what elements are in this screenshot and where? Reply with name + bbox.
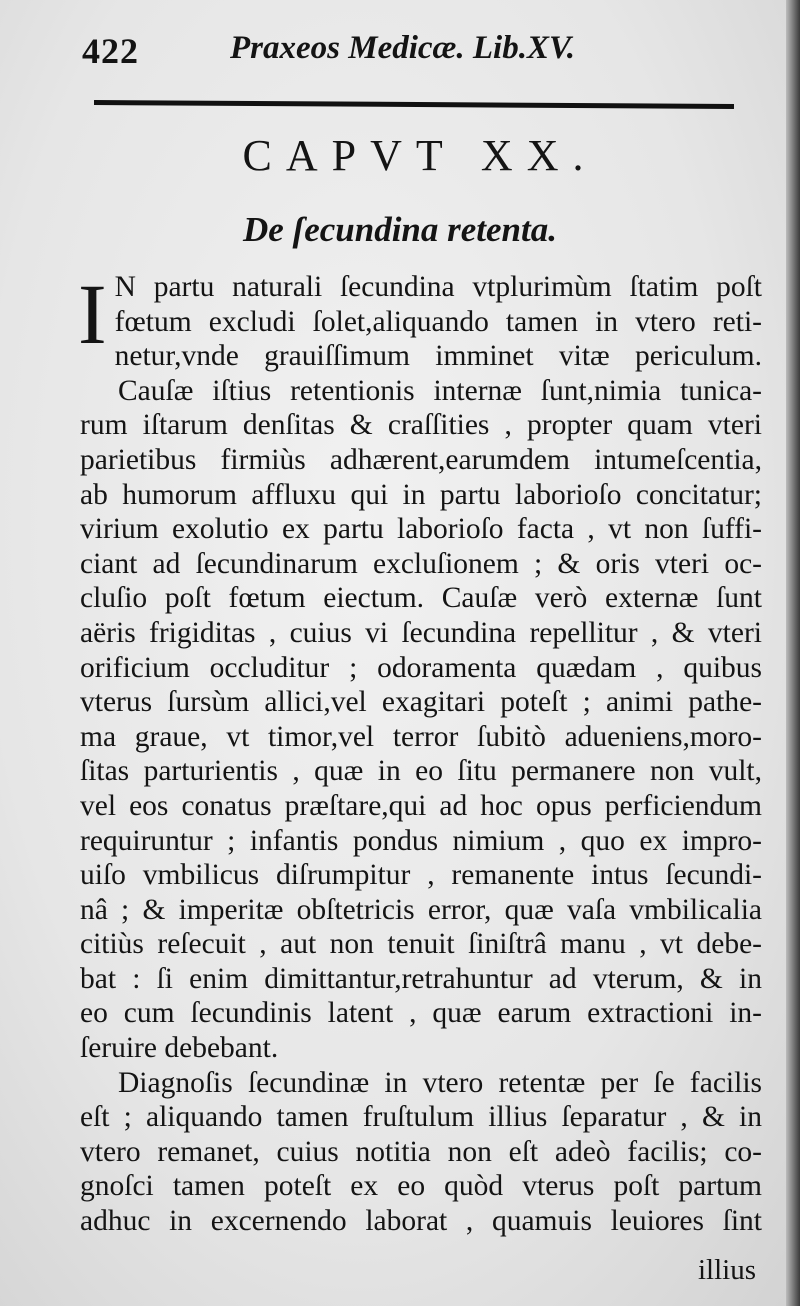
text-line: rum iſtarum denſitas & craſſities , propter quam vteri: [80, 409, 762, 442]
text-line: bat : ſi enim dimittantur,retrahuntur ad vterum, & in: [80, 962, 762, 995]
text-line: gnoſci tamen poteſt ex eo quòd vterus poſt partum: [80, 1170, 762, 1203]
text-line: vterus ſursùm allici,vel exagitari poteſt ; animi pathe-: [80, 686, 762, 719]
text-line: ciant ad ſecundinarum excluſionem ; & oris vteri oc-: [80, 547, 762, 580]
paragraph-3: [80, 1066, 762, 1239]
text-line: eſt ; aliquando tamen fruſtulum illius ſeparatur , & in: [80, 1101, 762, 1134]
running-head: [82, 30, 742, 80]
catchword: illius: [697, 1254, 756, 1286]
text-line: fœtum excludi ſolet,aliquando tamen in vtero reti-: [114, 305, 762, 338]
chapter-title: CAPVT XX.: [242, 131, 598, 180]
text-line: aëris frigiditas , cuius vi ſecundina repellitur , & vteri: [80, 616, 762, 649]
body-text: [78, 266, 762, 1239]
text-line: vel eos conatus præſtare,qui ad hoc opus perficiendum: [80, 789, 762, 822]
text-line: Cauſæ iſtius retentionis internæ ſunt,nimia tunica-: [118, 374, 762, 407]
running-title: Praxeos Medicæ. Lib.XV.: [230, 30, 575, 66]
text-line: parietibus firmiùs adhærent,earumdem intumeſcentia,: [80, 443, 762, 476]
text-line: adhuc in excernendo laborat , quamuis leuiores ſint: [80, 1205, 762, 1238]
text-line: cluſio poſt fœtum eiectum. Cauſæ verò externæ ſunt: [80, 582, 762, 615]
text-line: N partu naturali ſecundina vtplurimùm ſtatim poſt: [114, 271, 762, 303]
chapter-subtitle: De ſecundina retenta.: [242, 210, 557, 249]
text-line: ſitas parturientis , quæ in eo ſitu permanere non vult,: [80, 755, 762, 788]
header-rule: [94, 100, 734, 109]
page-number: 422: [82, 31, 139, 71]
text-line: citiùs reſecuit , aut non tenuit ſiniſtrâ manu , vt debe-: [80, 928, 762, 961]
text-line: nâ ; & imperitæ obſtetricis error, quæ vaſa vmbilicalia: [80, 893, 762, 926]
text-line: ſeruire debebant.: [80, 1032, 279, 1065]
paragraph-1: [78, 266, 762, 374]
text-line: Diagnoſis ſecundinæ in vtero retentæ per ſe facilis: [118, 1066, 762, 1099]
text-line: orificium occluditur ; odoramenta quædam , quibus: [80, 651, 762, 684]
text-line: uiſo vmbilicus diſrumpitur , remanente intus ſecundi-: [80, 859, 762, 892]
paragraph-2: [80, 374, 762, 1066]
text-line: vtero remanet, cuius notitia non eſt adeò facilis; co-: [80, 1135, 762, 1168]
text-line: ab humorum affluxu qui in partu laborioſo concitatur;: [80, 478, 762, 511]
text-line: requiruntur ; infantis pondus nimium , quo ex impro-: [80, 824, 762, 857]
text-line: netur,vnde grauiſſimum imminet vitæ periculum.: [114, 340, 762, 373]
text-line: eo cum ſecundinis latent , quæ earum extractioni in-: [80, 997, 762, 1030]
page-edge-shadow: [786, 0, 800, 1306]
drop-cap: I: [78, 266, 107, 362]
text-line: virium exolutio ex partu laborioſo facta , vt non ſuffi-: [80, 513, 762, 546]
text-line: ma graue, vt timor,vel terror ſubitò adueniens,moro-: [80, 720, 762, 753]
